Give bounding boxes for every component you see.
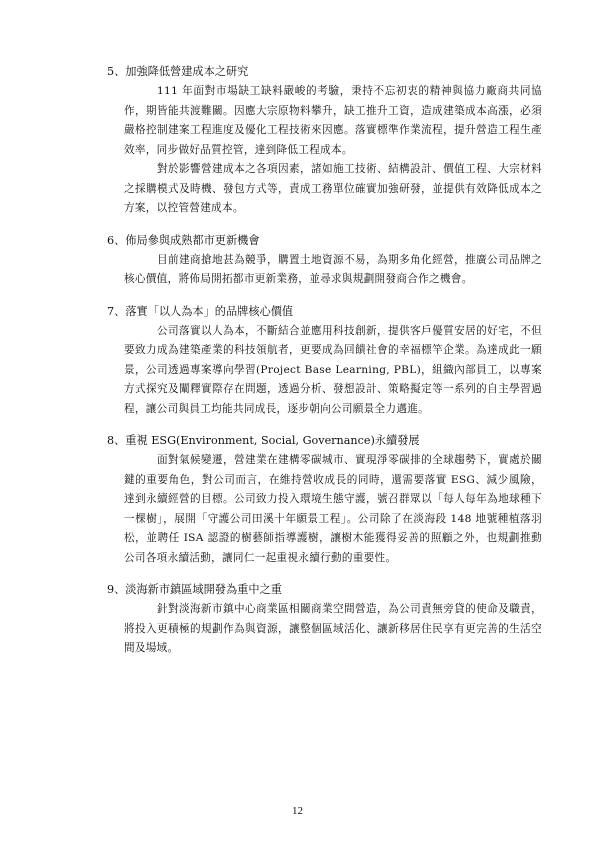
- section-6: [107, 231, 544, 290]
- section-heading: 8、重視 ESG(Environment, Social, Governance)永續發展: [107, 434, 420, 447]
- section-heading: 7、落實「以人為本」的品牌核心價值: [107, 304, 294, 318]
- section-5: [107, 62, 544, 219]
- document-body: [107, 62, 544, 671]
- section-paragraph: 目前建商搶地甚為競爭，購置土地資源不易，為期多角化經營，推廣公司品牌之核心價值，將佈局開拓都市更新業務，並尋求與規劃開發商合作之機會。: [124, 253, 542, 285]
- section-paragraph: 針對淡海新市鎮中心商業區相關商業空間營造，為公司責無旁貸的使命及職責，將投入更積極的規劃作為與資源，讓整個區域活化、讓新移居住民享有更完善的生活空間及場域。: [124, 603, 542, 654]
- section-8: [107, 431, 544, 568]
- section-7: [107, 302, 544, 420]
- section-paragraph: 111 年面對市場缺工缺料嚴峻的考驗，秉持不忘初衷的精神與協力廠商共同協作，期皆能共渡難關。因應大宗原物料攀升，缺工推升工資，造成建築成本高漲，必須嚴格控制建案工程進度及優化工程技術來因應。落實標準作業流程，提升營造工程生產效率，同步做好品質控管，達到降低工程成本。: [124, 85, 542, 156]
- section-paragraph: 公司落實以人為本，不斷結合並應用科技創新，提供客戶優質安居的好宅，不但要致力成為建築產業的科技領航者，更要成為回饋社會的幸福標竿企業。為達成此一願景，公司透過專案導向學習(Project Base Learning, PBL)，組織內部員工，以專案方式探究及闡釋實際存在問題，透過分析、發想設計、策略擬定等一系列的自主學習過程，讓公司與員工均能共同成長，逐步朝向公司願景全力邁進。: [124, 324, 542, 415]
- section-heading: 5、加強降低營建成本之研究: [107, 65, 249, 78]
- section-9: [107, 580, 544, 659]
- section-paragraph: 對於影響營建成本之各項因素，諸如施工技術、結構設計、價值工程、大宗材料之採購模式及時機、發包方式等，責成工務單位確實加強研發，並提供有效降低成本之方案，以控管營建成本。: [124, 163, 542, 214]
- section-paragraph: 面對氣候變遷，營建業在建構零碳城市、實現淨零碳排的全球趨勢下，實處於關鍵的重要角色，對公司而言，在維持營收成長的同時，還需要落實 ESG、減少風險，達到永續經營的目標。公司致力投入環境生態守護，號召群眾以「每人每年為地球種下一棵樹」，展開「守護公司田溪十年願景工程」。公司除了在淡海段 148 地號種植落羽松，並聘任 ISA 認證的樹藝師指導護樹，讓樹木能獲得妥善的照顧之外，也規劃推動公司各項永續活動，讓同仁一起重視永續行動的重要性。: [124, 454, 542, 564]
- page-number: 12: [292, 805, 303, 817]
- section-heading: 9、淡海新市鎮區域開發為重中之重: [107, 583, 282, 596]
- section-heading: 6、佈局參與成熟都市更新機會: [107, 233, 260, 247]
